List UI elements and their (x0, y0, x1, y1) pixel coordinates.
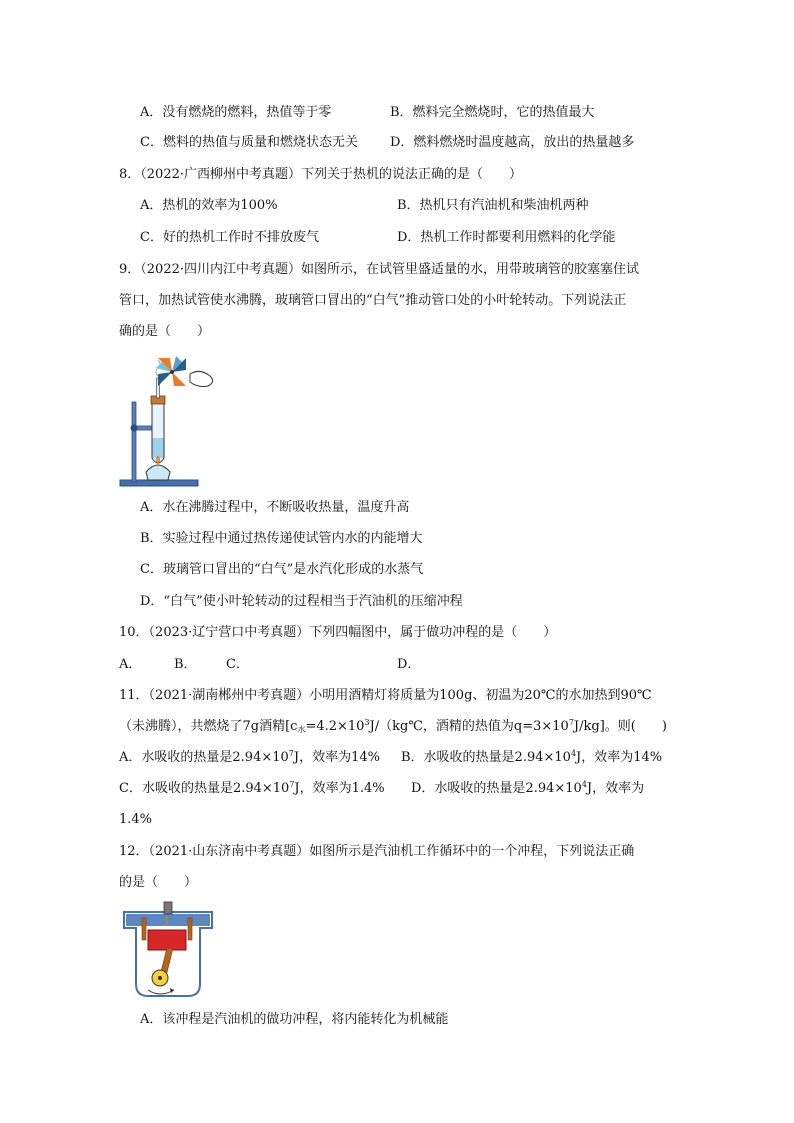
q10-stem: 10．（2023·辽宁营口中考真题）下列四幅图中，属于做功冲程的是（ ） (119, 625, 557, 640)
q7-option-d: D．燃料燃烧时温度越高，放出的热量越多 (390, 135, 635, 150)
q8-stem: 8．（2022·广西柳州中考真题）下列关于热机的说法正确的是（ ） (119, 167, 522, 182)
q7-option-a: A．没有燃烧的燃料，热值等于零 (140, 105, 332, 120)
q9-option-a: A．水在沸腾过程中，不断吸收热量，温度升高 (140, 500, 410, 515)
q11-option-c: C．水吸收的热量是$2.94\times 10^7J$，效率为1.4% (119, 780, 385, 796)
q12-stem-line1: 12．（2021·山东济南中考真题）如图所示是汽油机工作循环中的一个冲程，下列说法正确 (119, 844, 635, 859)
q7-option-c: C．燃料的热值与质量和燃烧状态无关 (140, 135, 358, 150)
q10-option-d: D． (397, 657, 421, 672)
q11-stem-line1: 11．（2021·湖南郴州中考真题）小明用酒精灯将质量为100g、初温为20℃的水加热到90℃ (119, 688, 652, 703)
q9-option-b: B．实验过程中通过热传递使试管内水的内能增大 (140, 531, 423, 546)
water (153, 438, 164, 458)
spark-plug (164, 902, 172, 914)
q8-option-a: A．热机的效率为100% (140, 198, 278, 213)
exhaust-valve (188, 918, 192, 940)
q11-stem-line2: （未沸腾），共燃烧了7g酒精[$c_水=4.2\times 10^3J/(kg℃$，酒精的热值为$q=3\times 10^7J/kg$]。则( ) (119, 718, 667, 734)
q9-stem-line1: 9．（2022·四川内江中考真题）如图所示，在试管里盛适量的水，用带玻璃管的胶塞塞住试 (119, 262, 639, 277)
cylinder-head (126, 914, 210, 926)
q11-option-d-continued: 1.4% (119, 812, 153, 827)
q11-option-d: D．水吸收的热量是$2.94\times 10^4J$，效率为 (411, 780, 645, 796)
q8-option-c: C．好的热机工作时不排放废气 (140, 230, 319, 245)
clamp-screw (131, 425, 138, 432)
q9-stem-line3: 确的是（ ） (119, 324, 211, 339)
engine-cylinder-figure (118, 900, 218, 1000)
q7-option-b: B．燃料完全燃烧时，它的热值最大 (390, 105, 595, 120)
q9-option-c: C．玻璃管口冒出的“白气”是水汽化形成的水蒸气 (140, 562, 424, 577)
q11-option-b: B．水吸收的热量是$2.94\times 10^4J$，效率为14% (401, 749, 663, 765)
boiling-test-tube-pinwheel-figure (118, 350, 220, 492)
q8-option-b: B．热机只有汽油机和柴油机两种 (397, 198, 589, 213)
pinwheel (156, 356, 186, 386)
q12-stem-line2: 的是（ ） (119, 875, 198, 890)
q9-stem-line2: 管口，加热试管使水沸腾，玻璃管口冒出的“白气”推动管口处的小叶轮转动。下列说法正 (119, 293, 627, 308)
q8-option-d: D．热机工作时都要利用燃料的化学能 (397, 230, 616, 245)
q11-option-a: A．水吸收的热量是$2.94\times 10^7J$，效率为14% (119, 749, 380, 765)
q10-option-c: C． (226, 657, 249, 672)
stand-rod (132, 402, 136, 482)
q10-option-b: B． (174, 657, 197, 672)
q12-option-a: A．该冲程是汽油机的做功冲程，将内能转化为机械能 (140, 1012, 449, 1027)
q9-option-d: D．“白气”使小叶轮转动的过程相当于汽油机的压缩冲程 (140, 594, 463, 609)
piston (148, 930, 186, 950)
intake-valve (142, 918, 146, 940)
hand (190, 371, 213, 386)
q10-option-a: A． (119, 657, 142, 672)
flame (157, 456, 160, 464)
alcohol-lamp (146, 465, 170, 480)
